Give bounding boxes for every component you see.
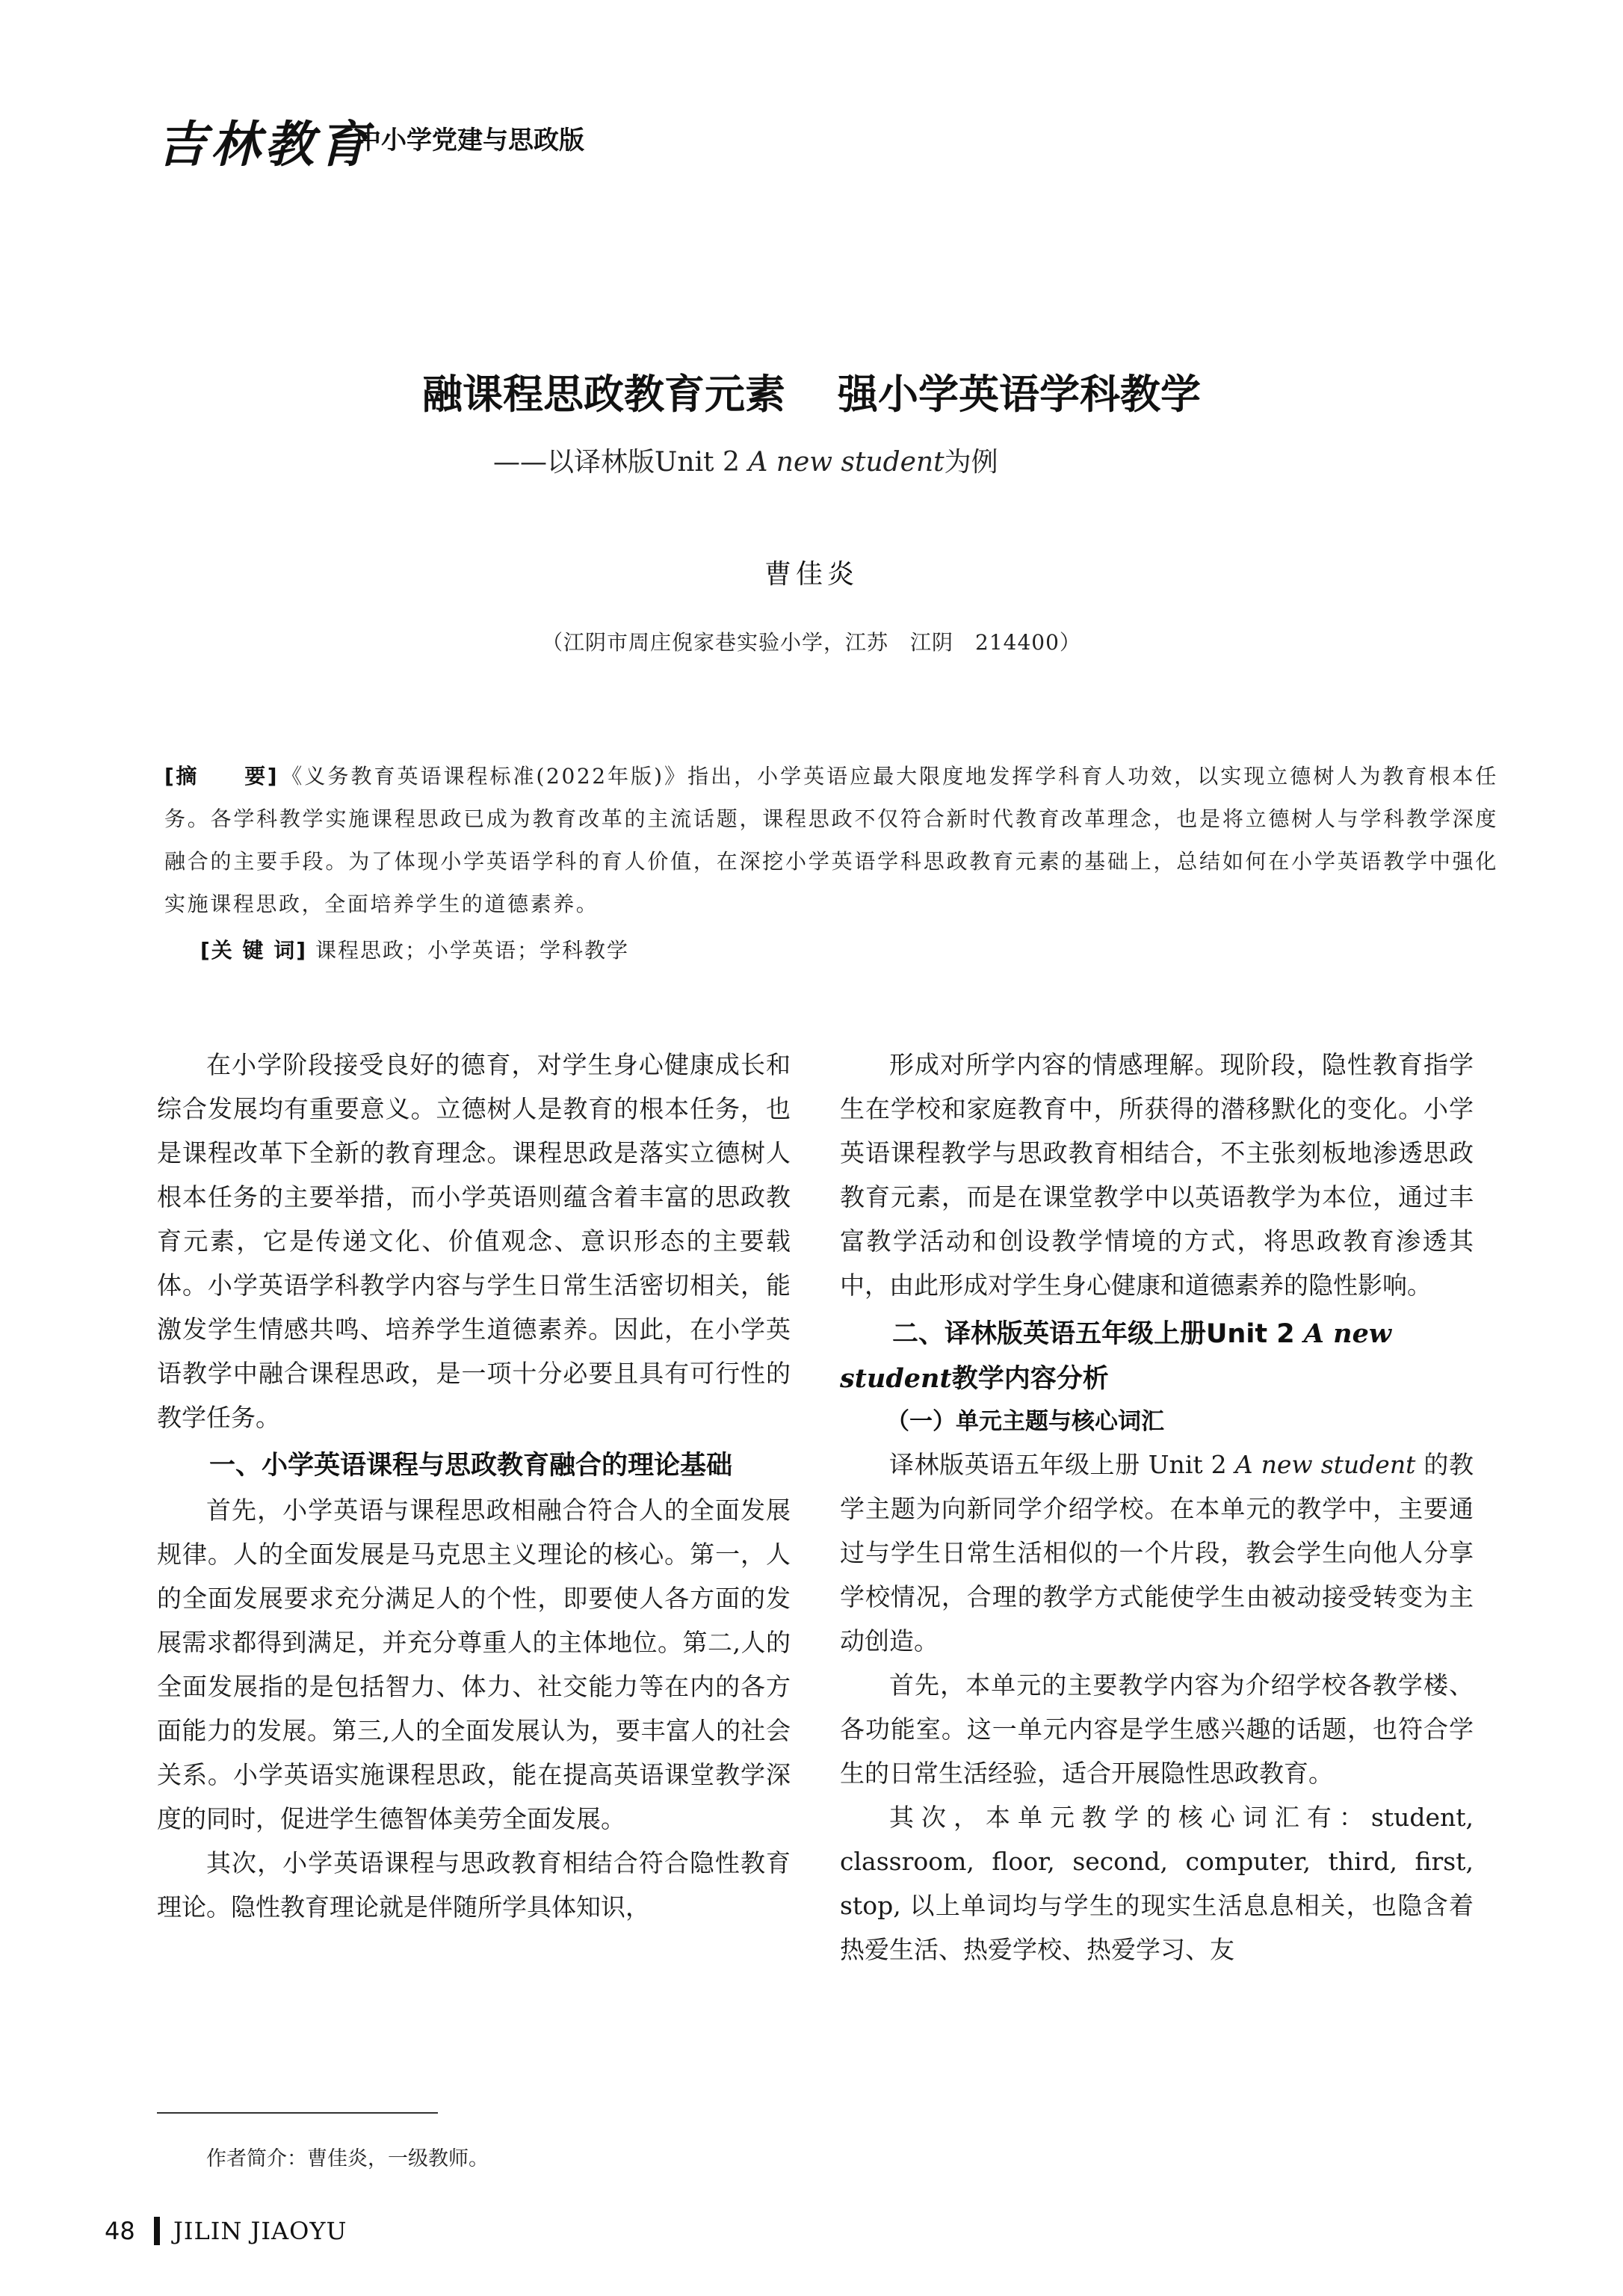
subsection-heading: （一）单元主题与核心词汇 [886, 1408, 1164, 1435]
page-number: 48 [105, 2217, 135, 2245]
paragraph: 形成对所学内容的情感理解。现阶段，隐性教育指学生在学校和家庭教育中，所获得的潜移默化的变化。小学英语课程教学与思政教育相结合，不主张刻板地渗透思政教育元素，而是在课堂教学中以英语教学为本位，通过丰富教学活动和创设教学情境的方式，将思政教育渗透其中，由此形成对学生身心健康和道德素养的隐性影响。 [840, 1050, 1474, 1300]
paragraph: 首先，本单元的主要教学内容为介绍学校各教学楼、各功能室。这一单元内容是学生感兴趣的话题，也符合学生的日常生活经验，适合开展隐性思政教育。 [840, 1670, 1474, 1788]
paragraph-rest: 的教学主题为向新同学介绍学校。在本单元的教学中，主要通过与学生日常生活相似的一个片段，教会学生向他人分享学校情况，合理的教学方式能使学生由被动接受转变为主动创造。 [840, 1450, 1474, 1655]
title-part-b: 强小学英语学科教学 [838, 371, 1201, 418]
keywords-text: 课程思政；小学英语；学科教学 [315, 938, 630, 963]
author-affiliation: （江阴市周庄倪家巷实验小学，江苏 江阴 214400） [542, 630, 1081, 655]
footnote-rule [157, 2112, 438, 2114]
article-title [0, 362, 1623, 420]
body-column-left [157, 1043, 791, 1929]
paragraph-prefix: 译林版英语五年级上册 Unit 2 [889, 1450, 1235, 1479]
subtitle-suffix: 为例 [944, 447, 998, 478]
article-subtitle [493, 441, 998, 479]
paragraph: 其次，本单元教学的核心词汇有：student, classroom, floor, second, computer, third, first, stop, 以上单词均与学生的现实生活息息相关，也隐含着热爱生活、热爱学校、热爱学习、友 [840, 1803, 1474, 1964]
heading-prefix: 二、译林版英语五年级上册Unit 2 [892, 1319, 1304, 1349]
paragraph: 首先，小学英语与课程思政相融合符合人的全面发展规律。人的全面发展是马克思主义理论的核心。第一，人的全面发展要求充分满足人的个性，即要使人各方面的发展需求都得到满足，并充分尊重人的主体地位。第二,人的全面发展指的是包括智力、体力、社交能力等在内的各方面能力的发展。第三,人的全面发展认为，要丰富人的社会关系。小学英语实施课程思政，能在提高英语课堂教学深度的同时，促进学生德智体美劳全面发展。 [157, 1496, 791, 1833]
paragraph: 其次，小学英语课程与思政教育相结合符合隐性教育理论。隐性教育理论就是伴随所学具体知识， [157, 1848, 791, 1922]
page-divider-bar [154, 2217, 160, 2245]
author-name: 曹佳炎 [764, 559, 859, 590]
heading-suffix: 教学内容分析 [951, 1364, 1109, 1394]
body-column-right [840, 1043, 1474, 1972]
journal-logo: 吉林教育 [157, 115, 372, 173]
abstract-label: [摘 要] [164, 764, 279, 789]
subtitle-unit-name: A new student [748, 447, 945, 478]
journal-name-footer: JILIN JIAOYU [173, 2217, 347, 2245]
abstract [164, 755, 1498, 925]
title-part-a: 融课程思政教育元素 [422, 371, 785, 418]
subtitle-prefix: ——以译林版Unit 2 [493, 447, 749, 478]
paragraph-unit-name: A new student [1234, 1450, 1416, 1479]
section-heading-1: 一、小学英语课程与思政教育融合的理论基础 [209, 1451, 733, 1481]
author-footnote: 作者简介：曹佳炎，一级教师。 [206, 2147, 489, 2170]
keywords-label: [关 键 词] [200, 938, 308, 963]
abstract-text: 《义务教育英语课程标准(2022年版)》指出，小学英语应最大限度地发挥学科育人功效，以实现立德树人为教育根本任务。各学科教学实施课程思政已成为教育改革的主流话题，课程思政不仅符合新时代教育改革理念，也是将立德树人与学科教学深度融合的主要手段。为了体现小学英语学科的育人价值，在深挖小学英语学科思政教育元素的基础上，总结如何在小学英语教学中强化实施课程思政，全面培养学生的道德素养。 [164, 764, 1498, 916]
heading-unit-name: A new student [840, 1318, 1391, 1394]
section-heading-2 [840, 1312, 1474, 1401]
paragraph [840, 1442, 1474, 1663]
edition-label: 中小学党建与思政版 [356, 126, 584, 155]
paragraph: 在小学阶段接受良好的德育，对学生身心健康成长和综合发展均有重要意义。立德树人是教育的根本任务，也是课程改革下全新的教育理念。课程思政是落实立德树人根本任务的主要举措，而小学英语则蕴含着丰富的思政教育元素，它是传递文化、价值观念、意识形态的主要载体。小学英语学科教学内容与学生日常生活密切相关，能激发学生情感共鸣、培养学生道德素养。因此，在小学英语教学中融合课程思政，是一项十分必要且具有可行性的教学任务。 [157, 1050, 791, 1432]
keywords [200, 934, 629, 964]
